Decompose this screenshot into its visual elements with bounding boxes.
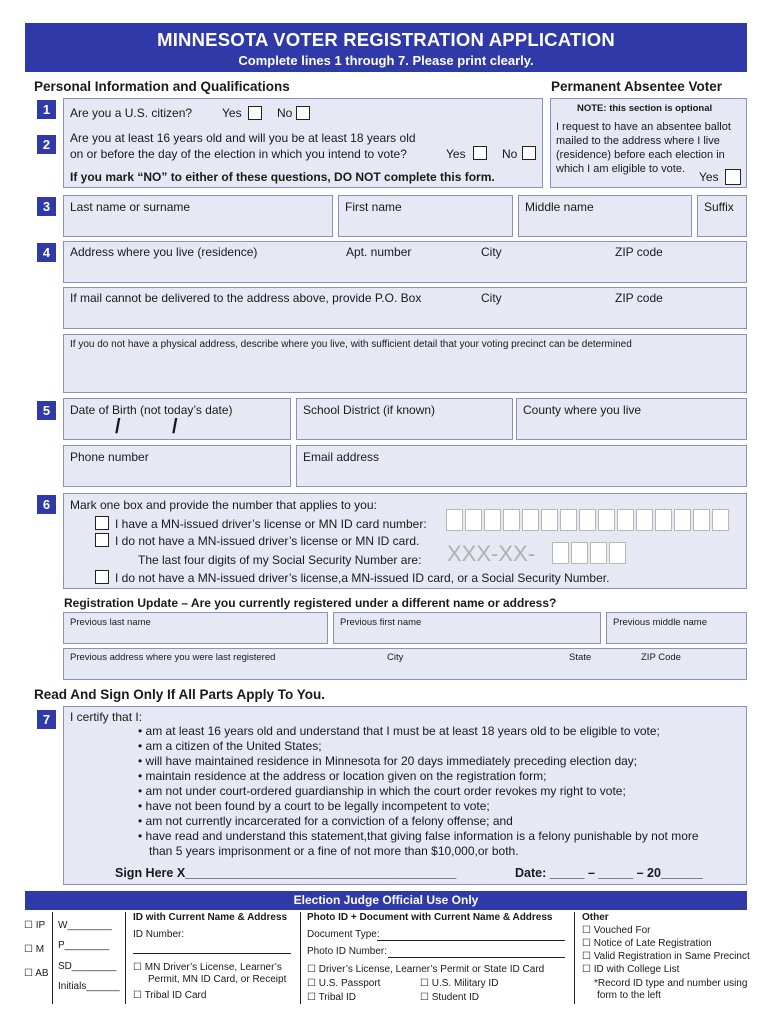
col1-title: ID with Current Name & Address — [133, 912, 288, 923]
col1-id-number: ID Number: — [133, 929, 185, 940]
age-yes-label: Yes — [446, 147, 466, 161]
po-zip-label: ZIP code — [615, 291, 663, 305]
official-col-line-3 — [300, 912, 301, 1004]
ssn-digit-boxes[interactable] — [552, 542, 628, 567]
ssn-prefix: XXX-XX- — [447, 541, 536, 566]
po-city-label: City — [481, 291, 502, 305]
previous-city-label: City — [387, 652, 404, 663]
col1-item-1[interactable]: ☐ MN Driver’s License, Learner’s — [133, 962, 282, 973]
previous-first-name-label: Previous first name — [340, 617, 422, 628]
residence-address-label: Address where you live (residence) — [70, 245, 258, 259]
previous-address-label: Previous address where you were last registered — [70, 652, 276, 663]
col1-id-line[interactable] — [133, 953, 291, 954]
absentee-text-2: mailed to the address where I live — [556, 135, 720, 147]
phone-field[interactable] — [63, 445, 291, 487]
previous-middle-name-label: Previous middle name — [613, 617, 707, 628]
suffix-label: Suffix — [704, 200, 734, 214]
certify-item: than 5 years imprisonment or a fine of not more than $10,000,or both. — [149, 844, 519, 858]
col3-item-1[interactable]: ☐ Vouched For — [582, 925, 651, 936]
read-sign-title: Read And Sign Only If All Parts Apply To You. — [34, 687, 326, 702]
previous-middle-name-field[interactable] — [606, 612, 747, 644]
line-number-1: 1 — [37, 100, 56, 119]
previous-zip-label: ZIP Code — [641, 652, 681, 663]
official-col-line-4 — [574, 912, 575, 1004]
personal-section-title: Personal Information and Qualifications — [34, 79, 290, 94]
sd-initials[interactable]: SD________ — [58, 961, 117, 972]
no-id-checkbox[interactable] — [95, 570, 109, 584]
judge-initials[interactable]: Initials______ — [58, 981, 120, 992]
absentee-yes-checkbox[interactable] — [725, 169, 741, 185]
po-box-label: If mail cannot be delivered to the address above, provide P.O. Box — [70, 291, 422, 305]
line-number-7: 7 — [37, 710, 56, 729]
no-mn-license-checkbox[interactable] — [95, 533, 109, 547]
col2-document-line[interactable] — [377, 940, 565, 941]
middle-name-field[interactable] — [518, 195, 692, 237]
dob-slash-2: / — [172, 416, 178, 438]
m-box[interactable]: ☐ M — [24, 944, 45, 955]
school-district-field[interactable] — [296, 398, 513, 440]
id-intro: Mark one box and provide the number that applies to you: — [70, 498, 377, 512]
age-question-line1: Are you at least 16 years old and will you be at least 18 years old — [70, 131, 416, 145]
col2-title: Photo ID + Document with Current Name & Address — [307, 912, 553, 923]
absentee-text-4: which I am eligible to vote. — [556, 163, 686, 175]
w-initials[interactable]: W________ — [58, 920, 112, 931]
ineligible-warning: If you mark “NO” to either of these questions, DO NOT complete this form. — [70, 170, 495, 184]
previous-state-label: State — [569, 652, 592, 663]
citizen-no-label: No — [277, 106, 293, 120]
absentee-yes-label: Yes — [699, 170, 719, 184]
col1-item-1b: Permit, MN ID Card, or Receipt — [148, 974, 287, 985]
registration-update-title: Registration Update – Are you currently registered under a different name or address? — [64, 596, 557, 610]
citizen-yes-checkbox[interactable] — [248, 106, 262, 120]
citizen-no-checkbox[interactable] — [296, 106, 310, 120]
date-line[interactable]: Date: _____ – _____ – 20______ — [515, 866, 703, 880]
col2-item-2[interactable]: ☐ U.S. Passport — [307, 978, 381, 989]
col3-title: Other — [582, 912, 609, 923]
certify-item: • am not under court-ordered guardianship in which the court order revokes my right to vote; — [138, 784, 626, 798]
col2-item-3[interactable]: ☐ U.S. Military ID — [420, 978, 499, 989]
official-col-line-2 — [125, 912, 126, 1004]
col3-item-4[interactable]: ☐ ID with College List — [582, 964, 680, 975]
official-col-line-1 — [52, 912, 53, 1004]
previous-last-name-label: Previous last name — [70, 617, 151, 628]
line-number-2: 2 — [37, 135, 56, 154]
absentee-note: NOTE: this section is optional — [577, 103, 713, 114]
citizen-yes-label: Yes — [222, 106, 242, 120]
age-no-checkbox[interactable] — [522, 146, 536, 160]
p-initials[interactable]: P________ — [58, 940, 110, 951]
previous-last-name-field[interactable] — [63, 612, 328, 644]
certify-item: • maintain residence at the address or location given on the registration form; — [138, 769, 547, 783]
certify-item: • will have maintained residence in Minnesota for 20 days immediately preceding election day; — [138, 754, 638, 768]
official-divider — [25, 909, 747, 910]
col2-item-4[interactable]: ☐ Tribal ID — [307, 992, 356, 1003]
col3-note-1: *Record ID type and number using — [594, 978, 748, 989]
col3-item-3[interactable]: ☐ Valid Registration in Same Precinct — [582, 951, 750, 962]
mn-license-checkbox[interactable] — [95, 516, 109, 530]
middle-name-label: Middle name — [525, 200, 594, 214]
col2-item-5[interactable]: ☐ Student ID — [420, 992, 480, 1003]
col2-item-1[interactable]: ☐ Driver’s License, Learner’s Permit or State ID Card — [307, 964, 545, 975]
line-number-6: 6 — [37, 495, 56, 514]
age-no-label: No — [502, 147, 518, 161]
form-header — [25, 23, 747, 72]
line-number-4: 4 — [37, 243, 56, 262]
apt-number-label: Apt. number — [346, 245, 412, 259]
absentee-text-3: (residence) before each election in — [556, 149, 725, 161]
county-label: County where you live — [523, 403, 642, 417]
dob-label: Date of Birth (not today’s date) — [70, 403, 233, 417]
citizen-question: Are you a U.S. citizen? — [70, 106, 193, 120]
phone-label: Phone number — [70, 450, 149, 464]
first-name-field[interactable] — [338, 195, 513, 237]
col3-note-2: form to the left — [597, 990, 661, 1001]
no-physical-address-label: If you do not have a physical address, describe where you live, with sufficient detail that your voting precinct can be determined — [70, 339, 632, 350]
col3-item-2[interactable]: ☐ Notice of Late Registration — [582, 938, 712, 949]
school-district-label: School District (if known) — [303, 403, 436, 417]
previous-first-name-field[interactable] — [333, 612, 601, 644]
first-name-label: First name — [345, 200, 402, 214]
line-number-5: 5 — [37, 401, 56, 420]
form-title: MINNESOTA VOTER REGISTRATION APPLICATION — [157, 29, 615, 50]
mn-license-label: I have a MN-issued driver’s license or MN ID card number: — [115, 517, 427, 531]
dob-slash-1: / — [115, 416, 121, 438]
signature-line[interactable]: Sign Here X_______________________________________ — [115, 866, 457, 880]
certify-item: • am a citizen of the United States; — [138, 739, 322, 753]
certify-list — [138, 724, 743, 859]
email-label: Email address — [303, 450, 380, 464]
col2-document-type: Document Type: — [307, 929, 380, 940]
last-name-label: Last name or surname — [70, 200, 191, 214]
certify-intro: I certify that I: — [70, 710, 143, 724]
age-yes-checkbox[interactable] — [473, 146, 487, 160]
ab-box[interactable]: ☐ AB — [24, 968, 49, 979]
residence-zip-label: ZIP code — [615, 245, 663, 259]
col1-item-2[interactable]: ☐ Tribal ID Card — [133, 990, 207, 1001]
last-name-field[interactable] — [63, 195, 333, 237]
line-number-3: 3 — [37, 197, 56, 216]
age-question-line2: on or before the day of the election in which you intend to vote? — [70, 147, 407, 161]
ssn-label: The last four digits of my Social Security Number are: — [138, 553, 422, 567]
email-field[interactable] — [296, 445, 747, 487]
certify-item: • have not been found by a court to be legally incompetent to vote; — [138, 799, 490, 813]
absentee-text-1: I request to have an absentee ballot — [556, 121, 731, 133]
suffix-field[interactable] — [697, 195, 747, 237]
certify-item: • am at least 16 years old and understand that I must be at least 18 years old to be eligible to vote; — [138, 724, 660, 738]
absentee-section-title: Permanent Absentee Voter — [551, 79, 723, 94]
col2-photo-line[interactable] — [388, 957, 565, 958]
license-number-boxes[interactable] — [446, 509, 731, 534]
county-field[interactable] — [516, 398, 747, 440]
form-subtitle: Complete lines 1 through 7. Please print clearly. — [238, 53, 534, 68]
official-use-bar: Election Judge Official Use Only — [25, 891, 747, 909]
ip-box[interactable]: ☐ IP — [24, 920, 46, 931]
no-mn-license-label: I do not have a MN-issued driver’s license or MN ID card. — [115, 534, 420, 548]
col2-photo-id: Photo ID Number: — [307, 946, 388, 957]
certify-item: • am not currently incarcerated for a conviction of a felony offense; and — [138, 814, 513, 828]
no-id-label: I do not have a MN-issued driver’s license,a MN-issued ID card, or a Social Security Number. — [115, 571, 610, 585]
residence-city-label: City — [481, 245, 502, 259]
certify-item: • have read and understand this statement,that giving false information is a felony punishable by not more — [138, 829, 699, 843]
